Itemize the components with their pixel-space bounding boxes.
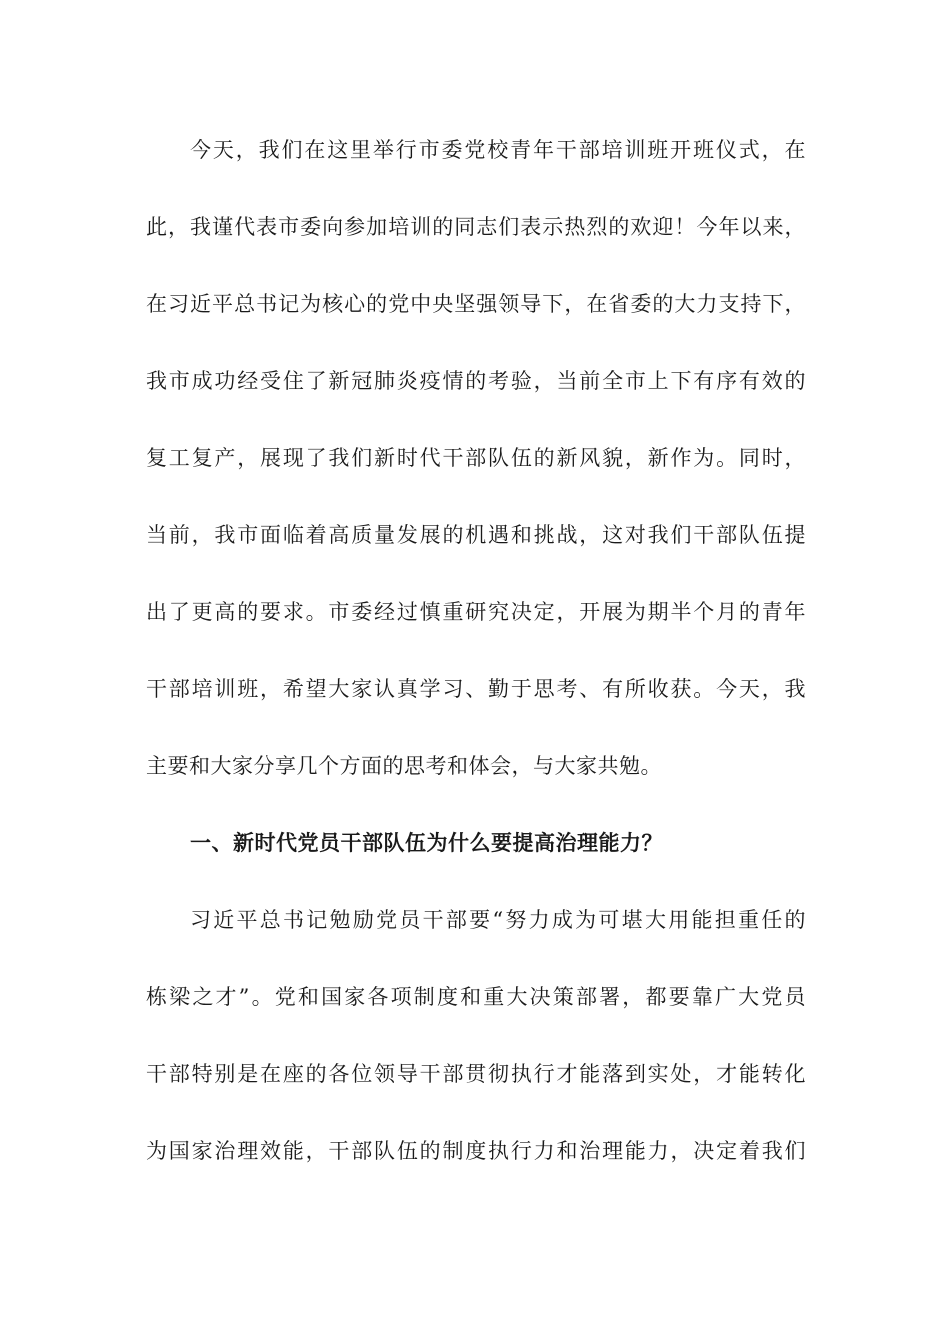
paragraph-1-line-9: 主要和大家分享几个方面的思考和体会，与大家共勉。 bbox=[146, 754, 662, 778]
paragraph-1-line-7: 出了更高的要求。市委经过慎重研究决定，开展为期半个月的青年 bbox=[146, 600, 806, 624]
paragraph-1-line-8: 干部培训班，希望大家认真学习、勤于思考、有所收获。今天，我 bbox=[146, 677, 806, 701]
paragraph-1-line-5: 复工复产，展现了我们新时代干部队伍的新风貌，新作为。同时， bbox=[146, 446, 806, 470]
paragraph-1-line-3: 在习近平总书记为核心的党中央坚强领导下，在省委的大力支持下， bbox=[146, 292, 806, 316]
paragraph-2-line-1: 习近平总书记勉励党员干部要“努力成为可堪大用能担重任的 bbox=[190, 908, 806, 932]
paragraph-1-line-2: 此，我谨代表市委向参加培训的同志们表示热烈的欢迎！今年以来， bbox=[146, 215, 806, 239]
paragraph-2-line-2: 栋梁之才”。党和国家各项制度和重大决策部署，都要靠广大党员 bbox=[146, 985, 806, 1009]
section-heading: 一、新时代党员干部队伍为什么要提高治理能力？ bbox=[190, 831, 663, 855]
paragraph-1-line-4: 我市成功经受住了新冠肺炎疫情的考验，当前全市上下有序有效的 bbox=[146, 369, 806, 393]
document-body bbox=[146, 131, 806, 1209]
paragraph-1-line-1: 今天，我们在这里举行市委党校青年干部培训班开班仪式，在 bbox=[190, 138, 806, 162]
paragraph-1-line-6: 当前，我市面临着高质量发展的机遇和挑战，这对我们干部队伍提 bbox=[146, 523, 806, 547]
paragraph-2-line-3: 干部特别是在座的各位领导干部贯彻执行才能落到实处，才能转化 bbox=[146, 1062, 806, 1086]
paragraph-2-line-4: 为国家治理效能，干部队伍的制度执行力和治理能力，决定着我们 bbox=[146, 1139, 806, 1163]
